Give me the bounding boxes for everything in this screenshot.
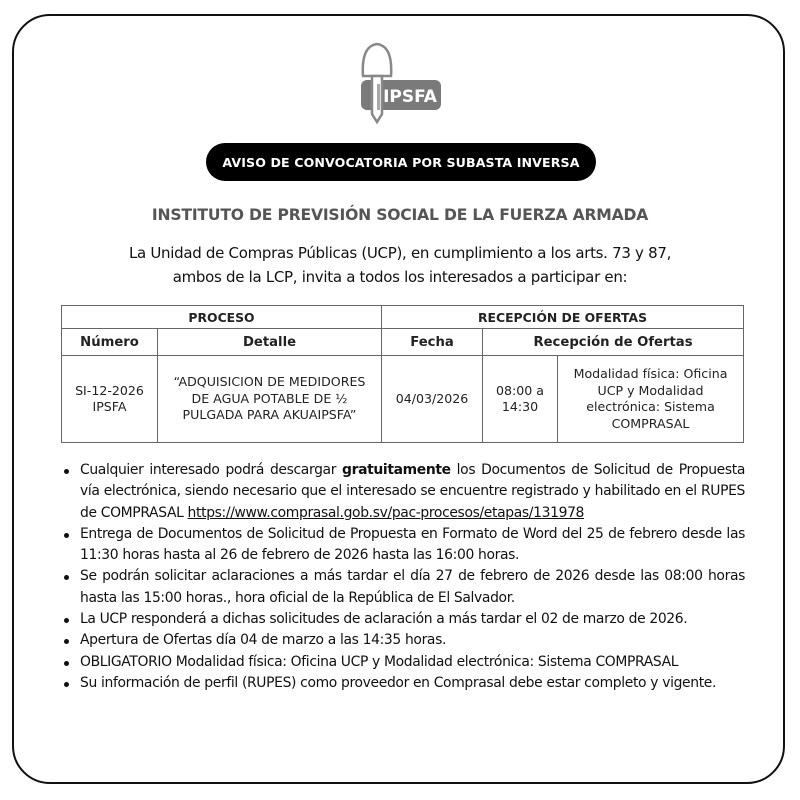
key-helmet-logo-icon <box>355 40 447 126</box>
bullet-1-text-post: los Documentos de Solicitud de Propuesta vía electrónica, siendo necesario que el interesado se encuentre registrado y habilitado en el RUPES de COMPRASAL <box>80 462 745 521</box>
bullet-2-text: Entrega de Documentos de Solicitud de Propuesta en Formato de Word del 25 de febrero desde las 11:30 horas hasta al 26 de febrero de 2026 hasta las 16:00 horas. <box>80 525 745 564</box>
bullet-4-text: La UCP responderá a dichas solicitudes de aclaración a más tardar el 02 de marzo de 2026. <box>80 611 688 628</box>
bullet-icon <box>64 575 69 580</box>
column-header-recepcion: Recepción de Ofertas <box>483 329 744 356</box>
list-item <box>60 460 745 524</box>
list-item <box>60 609 745 630</box>
cell-modalidad: Modalidad física: Oficina UCP y Modalidad electrónica: Sistema COMPRASAL <box>558 356 744 443</box>
column-header-fecha: Fecha <box>382 329 483 356</box>
cell-horario <box>483 356 558 443</box>
comprasal-link[interactable]: https://www.comprasal.gob.sv/pac-procesos/etapas/131978 <box>187 504 585 521</box>
list-item <box>60 673 745 694</box>
bullet-icon <box>64 682 69 687</box>
intro-line-1: La Unidad de Compras Públicas (UCP), en cumplimiento a los arts. 73 y 87, <box>128 244 672 262</box>
group-header-recepcion: RECEPCIÓN DE OFERTAS <box>382 306 744 329</box>
numero-line-2: IPSFA <box>92 399 127 414</box>
list-item <box>60 630 745 651</box>
logo-text: IPSFA <box>383 87 437 107</box>
intro-paragraph <box>80 241 720 289</box>
list-item <box>60 566 745 609</box>
bullet-5-text: Apertura de Ofertas día 04 de marzo a las 14:35 horas. <box>80 632 447 649</box>
bullet-1-bold: gratuitamente <box>341 462 451 478</box>
cell-detalle: “ADQUISICION DE MEDIDORES DE AGUA POTABLE DE ½ PULGADA PARA AKUAIPSFA” <box>158 356 382 443</box>
bullet-icon <box>64 469 69 474</box>
bullet-6-text: OBLIGATORIO Modalidad física: Oficina UCP y Modalidad electrónica: Sistema COMPRASAL <box>80 653 679 670</box>
horario-line-2: 14:30 <box>501 399 539 414</box>
horario-line-1: 08:00 a <box>496 382 545 398</box>
list-item <box>60 652 745 673</box>
bullet-icon <box>64 618 69 623</box>
table-row <box>62 356 744 443</box>
ipsfa-logo <box>355 40 447 126</box>
column-header-row <box>62 329 744 356</box>
process-table <box>61 305 744 443</box>
column-header-detalle: Detalle <box>158 329 382 356</box>
bullet-1-text-pre: Cualquier interesado podrá descargar <box>80 462 342 478</box>
group-header-row <box>62 306 744 329</box>
bullet-icon <box>64 661 69 666</box>
column-header-numero: Número <box>62 329 158 356</box>
bullet-7-text: Su información de perfil (RUPES) como proveedor en Comprasal debe estar completo y vigente. <box>80 674 717 691</box>
bullet-icon <box>64 533 69 538</box>
bullet-icon <box>64 639 69 644</box>
group-header-proceso: PROCESO <box>62 306 382 329</box>
list-item <box>60 524 745 567</box>
intro-line-2: ambos de la LCP, invita a todos los interesados a participar en: <box>172 268 628 286</box>
conditions-list <box>60 460 745 694</box>
institute-name: INSTITUTO DE PREVISIÓN SOCIAL DE LA FUERZA ARMADA <box>151 206 649 224</box>
notice-type-banner: AVISO DE CONVOCATORIA POR SUBASTA INVERSA <box>206 143 596 181</box>
numero-line-1: SI-12-2026 <box>75 382 144 398</box>
cell-fecha: 04/03/2026 <box>382 356 483 443</box>
cell-numero <box>62 356 158 443</box>
bullet-3-text: Se podrán solicitar aclaraciones a más tardar el día 27 de febrero de 2026 desde las 08:00 horas hasta las 15:00 horas., hora oficial de la República de El Salvador. <box>80 568 745 606</box>
